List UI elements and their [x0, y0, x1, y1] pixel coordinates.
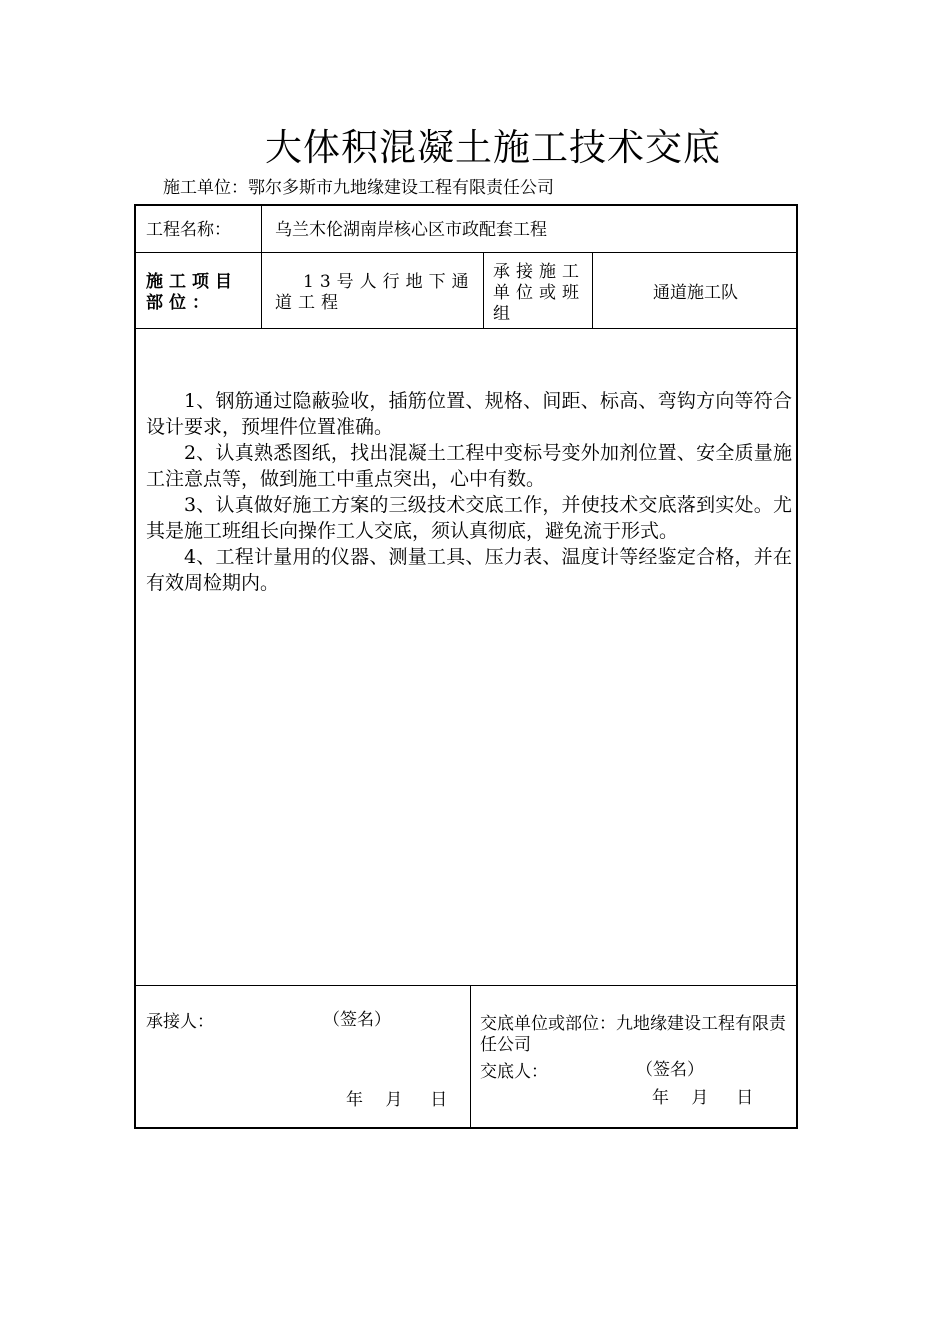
document-title: 大体积混凝土施工技术交底 — [265, 126, 721, 169]
content-paragraph: 1、钢筋通过隐蔽验收，插筋位置、规格、间距、标高、弯钩方向等符合设计要求，预埋件位置准确。 — [146, 390, 792, 438]
content-paragraph: 2、认真熟悉图纸，找出混凝土工程中变标号变外加剂位置、安全质量施工注意点等，做到施工中重点突出，心中有数。 — [146, 442, 792, 490]
issuer-unit: 交底单位或部位：九地缘建设工程有限责任公司 — [480, 1014, 786, 1055]
column-divider — [470, 986, 471, 1128]
row-divider — [136, 252, 796, 253]
content-paragraph: 3、认真做好施工方案的三级技术交底工作，并使技术交底落到实处。尤其是施工班组长向操作工人交底，须认真彻底，避免流于形式。 — [146, 494, 792, 542]
project-name-value: 乌兰木伦湖南岸核心区市政配套工程 — [275, 220, 547, 240]
column-divider — [261, 206, 262, 329]
location-label: 施工项目部位： — [146, 272, 238, 313]
disclosure-form — [134, 204, 798, 1129]
row-divider — [136, 985, 796, 986]
issuer-date-field: 年 月 日 — [652, 1088, 754, 1108]
row-divider — [136, 328, 796, 329]
disclosure-content — [146, 388, 792, 596]
issuer-signature-field: （签名） — [636, 1060, 704, 1080]
location-value: 13号人行地下通道工程 — [275, 272, 475, 313]
receiver-label: 承接人： — [146, 1012, 214, 1032]
receiver-signature-field: （签名） — [323, 1010, 391, 1030]
receiver-date-field: 年 月 日 — [346, 1090, 448, 1110]
construction-unit-line: 施工单位：鄂尔多斯市九地缘建设工程有限责任公司 — [163, 178, 554, 198]
project-name-label: 工程名称： — [146, 220, 231, 240]
content-paragraph: 4、工程计量用的仪器、测量工具、压力表、温度计等经鉴定合格，并在有效周检期内。 — [146, 546, 792, 594]
receiver-team-label: 承接施工单位或班组 — [493, 262, 585, 324]
issuer-label: 交底人： — [480, 1062, 548, 1082]
receiver-team-value: 通道施工队 — [653, 283, 738, 303]
column-divider — [483, 253, 484, 329]
